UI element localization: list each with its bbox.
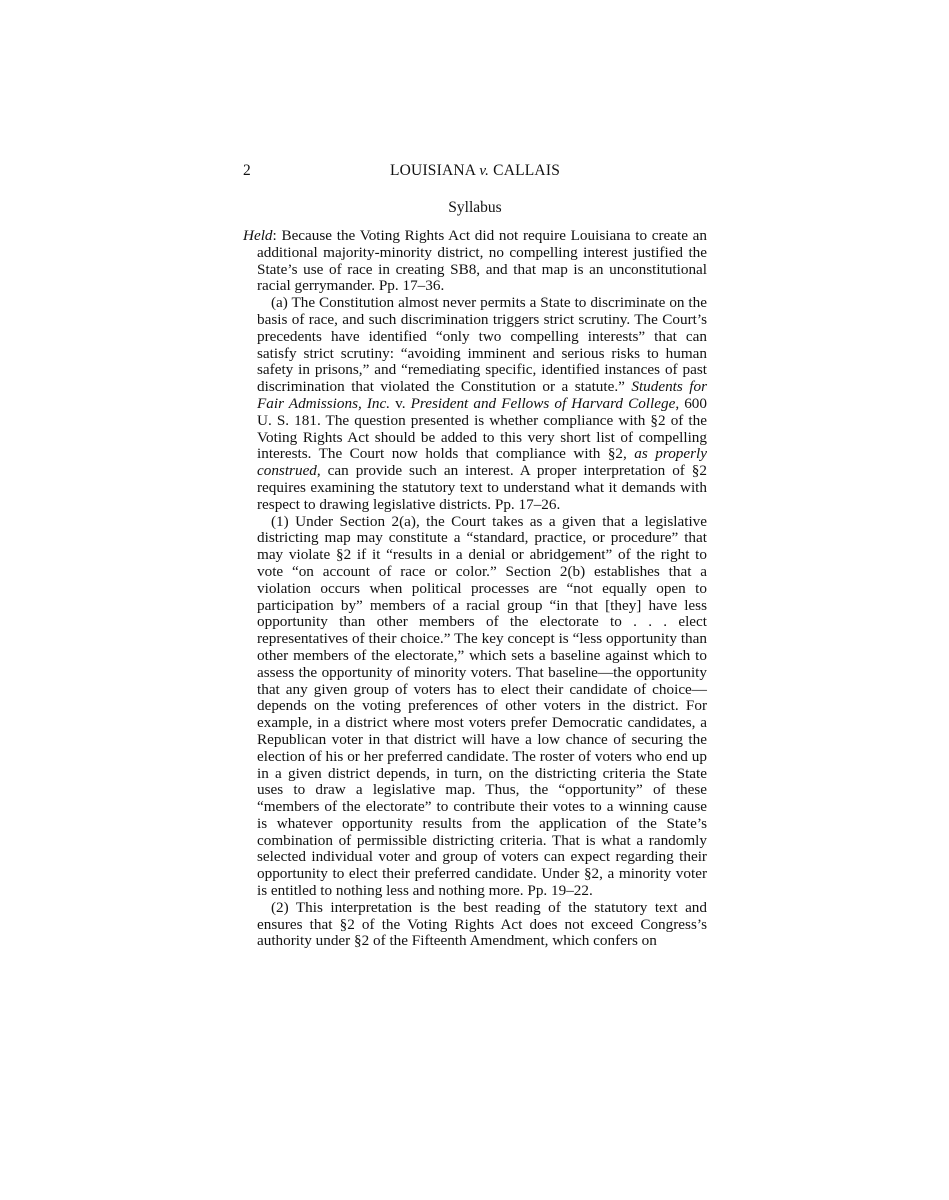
running-header: [243, 162, 707, 182]
page-number: 2: [243, 162, 251, 179]
case-title: LOUISIANA v. CALLAIS: [389, 162, 561, 179]
section-label: Syllabus: [448, 199, 502, 216]
paragraph-a: (a) The Constitution almost never permits a State to discriminate on the basis of race, and such discrimination triggers strict scrutiny. The Court’s precedents have identified “only two compelling interests” that can satisfy strict scrutiny: “avoiding imminent and serious risks to human safety in prisons,” and “remediating specific, identified instances of past discrimination that violated the Constitution or a statute.” Students for Fair Admissions, Inc. v. President and Fellows of Harvard College, 600 U. S. 181. The question presented is whether compliance with §2 of the Voting Rights Act should be added to this very short list of compelling interests. The Court now holds that compliance with §2, as properly construed, can provide such an interest. A proper interpretation of §2 requires examining the statutory text to understand what it demands with respect to drawing legislative districts. Pp. 17–26.: [257, 294, 707, 513]
paragraph-2: (2) This interpretation is the best reading of the statutory text and ensures that §2 of the Voting Rights Act does not exceed Congress’s authority under §2 of the Fifteenth Amendment, which confers on: [257, 898, 707, 950]
syllabus-body: [243, 228, 707, 950]
held-paragraph: Held: Because the Voting Rights Act did not require Louisiana to create an additional majority-minority district, no compelling interest justified the State’s use of race in creating SB8, and that map is an unconstitutional racial gerrymander. Pp. 17–36.: [243, 227, 707, 295]
paragraph-1: (1) Under Section 2(a), the Court takes as a given that a legislative districting map may constitute a “standard, practice, or procedure” that may violate §2 if it “results in a denial or abridgement” of the right to vote “on account of race or color.” Section 2(b) establishes that a violation occurs when political processes are “not equally open to participation by” members of a racial group “in that [they] have less opportunity than other members of the electorate to . . . elect representatives of their choice.” The key concept is “less opportunity than other members of the electorate,” which sets a baseline against which to assess the opportunity of minority voters. That baseline—the opportunity that any given group of voters has to elect their candidate of choice—depends on the voting preferences of other voters in the district. For example, in a district where most voters prefer Democratic candidates, a Republican voter in that district will have a low chance of securing the election of his or her preferred candidate. The roster of voters who end up in a given district depends, in turn, on the districting criteria the State uses to draw a legislative map. Thus, the “opportunity” of these “members of the electorate” to contribute their votes to a winning cause is whatever opportunity results from the application of the State’s combination of permissible districting criteria. That is what a randomly selected individual voter and group of voters can expect regarding their opportunity to elect their preferred candidate. Under §2, a minority voter is entitled to nothing less and nothing more. Pp. 19–22.: [257, 512, 707, 900]
